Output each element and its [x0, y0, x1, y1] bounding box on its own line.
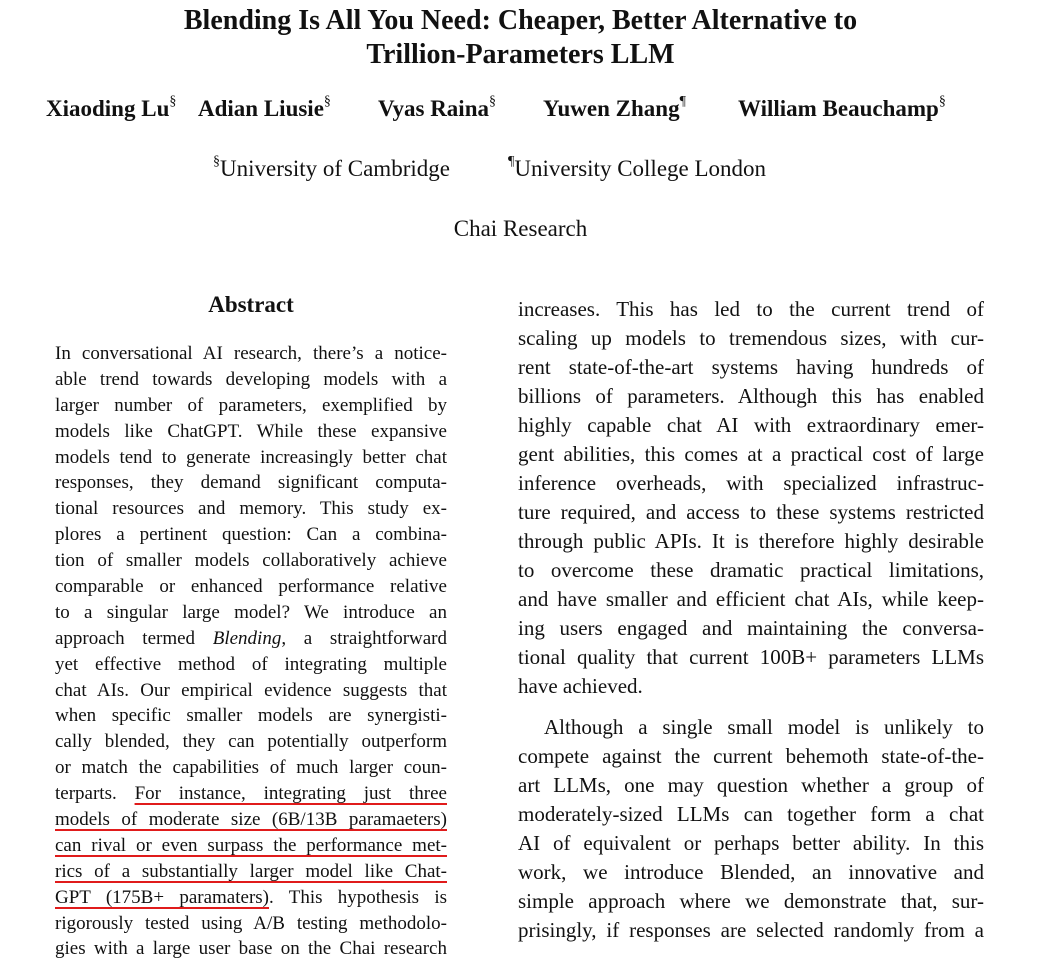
abstract-line: able trend towards developing models with a [55, 368, 447, 390]
abstract-line [55, 833, 447, 859]
body-line: billions of parameters. Although this has enabled [518, 384, 984, 408]
body-line: inference overheads, with specialized infrastruc- [518, 471, 984, 495]
body-line: tional quality that current 100B+ parameters LLMs [518, 645, 984, 669]
abstract-line [55, 807, 447, 833]
author: Adian Liusie§ [198, 94, 331, 121]
body-line: rent state-of-the-art systems having hundreds of [518, 355, 984, 379]
body-line: gent abilities, this comes at a practical cost of large [518, 442, 984, 466]
abstract-line: comparable or enhanced performance relative [55, 576, 447, 598]
abstract-line: tional resources and memory. This study ex- [55, 498, 447, 520]
author: Yuwen Zhang¶ [543, 94, 686, 121]
abstract-heading: Abstract [208, 292, 294, 317]
body-line: have achieved. [518, 674, 643, 698]
abstract-line: plores a pertinent question: Can a combina- [55, 524, 447, 546]
abstract-body [55, 341, 447, 962]
abstract-line [55, 859, 447, 885]
title-line-2: Trillion-Parameters LLM [366, 39, 675, 70]
abstract-line: In conversational AI research, there’s a notice- [55, 343, 447, 364]
body-line: art LLMs, one may question whether a group of [518, 773, 984, 797]
body-line: to overcome these dramatic practical limitations, [518, 558, 984, 582]
affiliation: §University of Cambridge [213, 154, 450, 181]
paper-title [0, 4, 1041, 72]
body-line: prisingly, if responses are selected randomly from a [518, 918, 984, 942]
body-line: simple approach where we demonstrate that, sur- [518, 889, 984, 913]
blending-term: Blending [212, 627, 282, 649]
organization: Chai Research [453, 216, 588, 241]
abstract-line: to a singular large model? We introduce an [55, 601, 447, 623]
author: Xiaoding Lu§ [46, 94, 177, 121]
abstract-line: approach termed Blending, a straightforward [55, 627, 447, 649]
abstract-line: tion of smaller models collaboratively achieve [55, 550, 447, 572]
abstract-line: models like ChatGPT. While these expansive [55, 420, 447, 442]
highlighted-claim: models of moderate size (6B/13B paramaeters) [55, 809, 447, 831]
body-line: moderately-sized LLMs can together form a chat [518, 802, 984, 826]
intro-body [518, 295, 984, 945]
abstract-line: gies with a large user base on the Chai research [55, 938, 447, 960]
highlighted-claim: For instance, integrating just three [134, 783, 447, 805]
body-line: compete against the current behemoth state-of-the- [518, 744, 984, 768]
abstract-line: yet effective method of integrating multiple [55, 653, 447, 675]
body-line: through public APIs. It is therefore highly desirable [518, 529, 984, 553]
abstract-line: when specific smaller models are synergisti- [55, 705, 447, 727]
highlighted-claim: can rival or even surpass the performance met- [55, 834, 447, 856]
body-line: highly capable chat AI with extraordinary emer- [518, 413, 984, 437]
abstract-line: GPT (175B+ paramaters). This hypothesis is [55, 886, 448, 908]
abstract-line: larger number of parameters, exemplified by [55, 394, 447, 416]
affiliation: ¶University College London [508, 154, 767, 181]
body-line: work, we introduce Blended, an innovative and [518, 860, 984, 884]
body-line: ture required, and access to these systems restricted [518, 500, 984, 524]
abstract-line: chat AIs. Our empirical evidence suggests that [55, 679, 447, 701]
author: William Beauchamp§ [738, 94, 946, 121]
author: Vyas Raina§ [378, 94, 496, 121]
highlighted-claim: rics of a substantially larger model like Chat- [55, 860, 447, 882]
abstract-line: rigorously tested using A/B testing methodolo- [55, 912, 447, 934]
abstract-line: or match the capabilities of much larger coun- [55, 757, 447, 779]
body-line: increases. This has led to the current trend of [518, 297, 984, 321]
highlighted-claim: GPT (175B+ paramaters) [55, 886, 270, 908]
abstract-line: responses, they demand significant computa- [55, 472, 447, 494]
title-line-1: Blending Is All You Need: Cheaper, Better Alternative to [183, 5, 858, 36]
abstract-line: cally blended, they can potentially outperform [55, 731, 447, 753]
body-line: scaling up models to tremendous sizes, with cur- [518, 326, 984, 350]
abstract-line: models tend to generate increasingly better chat [55, 446, 447, 468]
paragraph-gap [518, 701, 984, 713]
body-line: Although a single small model is unlikely to [544, 715, 984, 739]
body-line: and have smaller and efficient chat AIs, while keep- [518, 587, 984, 611]
abstract-line: terparts. For instance, integrating just three [55, 783, 447, 805]
author-list [0, 96, 1041, 132]
body-line: ing users engaged and maintaining the conversa- [518, 616, 984, 640]
body-line: AI of equivalent or perhaps better ability. In this [518, 831, 984, 855]
